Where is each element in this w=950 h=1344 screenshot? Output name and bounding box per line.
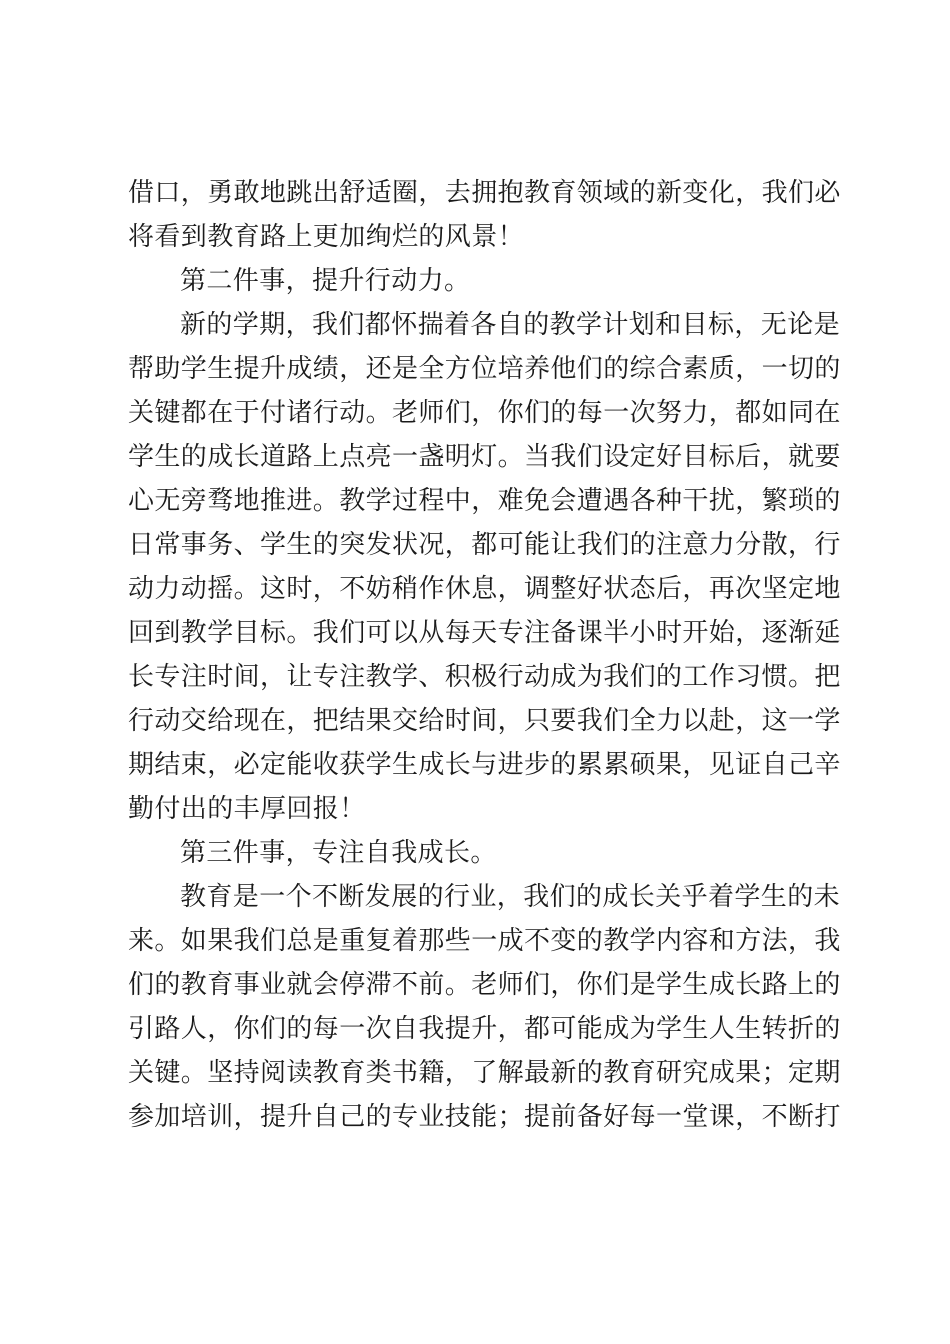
text-line: 行动交给现在，把结果交给时间，只要我们全力以赴，这一学: [128, 706, 841, 736]
text-line: 勤付出的丰厚回报！: [128, 794, 366, 824]
text-line: 新的学期，我们都怀揣着各自的教学计划和目标，无论是: [180, 310, 841, 340]
text-line: 参加培训，提升自己的专业技能；提前备好每一堂课，不断打: [128, 1102, 841, 1132]
text-line: 关键。坚持阅读教育类书籍，了解最新的教育研究成果；定期: [128, 1058, 841, 1088]
text-line: 帮助学生提升成绩，还是全方位培养他们的综合素质，一切的: [128, 354, 841, 384]
text-line: 第二件事，提升行动力。: [180, 266, 471, 296]
text-line: 引路人，你们的每一次自我提升，都可能成为学生人生转折的: [128, 1014, 841, 1044]
text-line: 关键都在于付诸行动。老师们，你们的每一次努力，都如同在: [128, 398, 841, 428]
text-line: 心无旁骛地推进。教学过程中，难免会遭遇各种干扰，繁琐的: [128, 486, 841, 516]
text-line: 回到教学目标。我们可以从每天专注备课半小时开始，逐渐延: [128, 618, 841, 648]
text-line: 期结束，必定能收获学生成长与进步的累累硕果，见证自己辛: [128, 750, 841, 780]
text-line: 来。如果我们总是重复着那些一成不变的教学内容和方法，我: [128, 926, 841, 956]
text-line: 们的教育事业就会停滞不前。老师们，你们是学生成长路上的: [128, 970, 841, 1000]
text-line: 将看到教育路上更加绚烂的风景！: [128, 222, 525, 252]
text-line: 动力动摇。这时，不妨稍作休息，调整好状态后，再次坚定地: [128, 574, 841, 604]
text-line: 长专注时间，让专注教学、积极行动成为我们的工作习惯。把: [128, 662, 841, 692]
body-text: [128, 171, 841, 1139]
text-line: 教育是一个不断发展的行业，我们的成长关乎着学生的未: [180, 882, 841, 912]
text-line: 第三件事，专注自我成长。: [180, 838, 497, 868]
text-line: 借口，勇敢地跳出舒适圈，去拥抱教育领域的新变化，我们必: [128, 178, 841, 208]
text-line: 学生的成长道路上点亮一盏明灯。当我们设定好目标后，就要: [128, 442, 841, 472]
text-line: 日常事务、学生的突发状况，都可能让我们的注意力分散，行: [128, 530, 841, 560]
